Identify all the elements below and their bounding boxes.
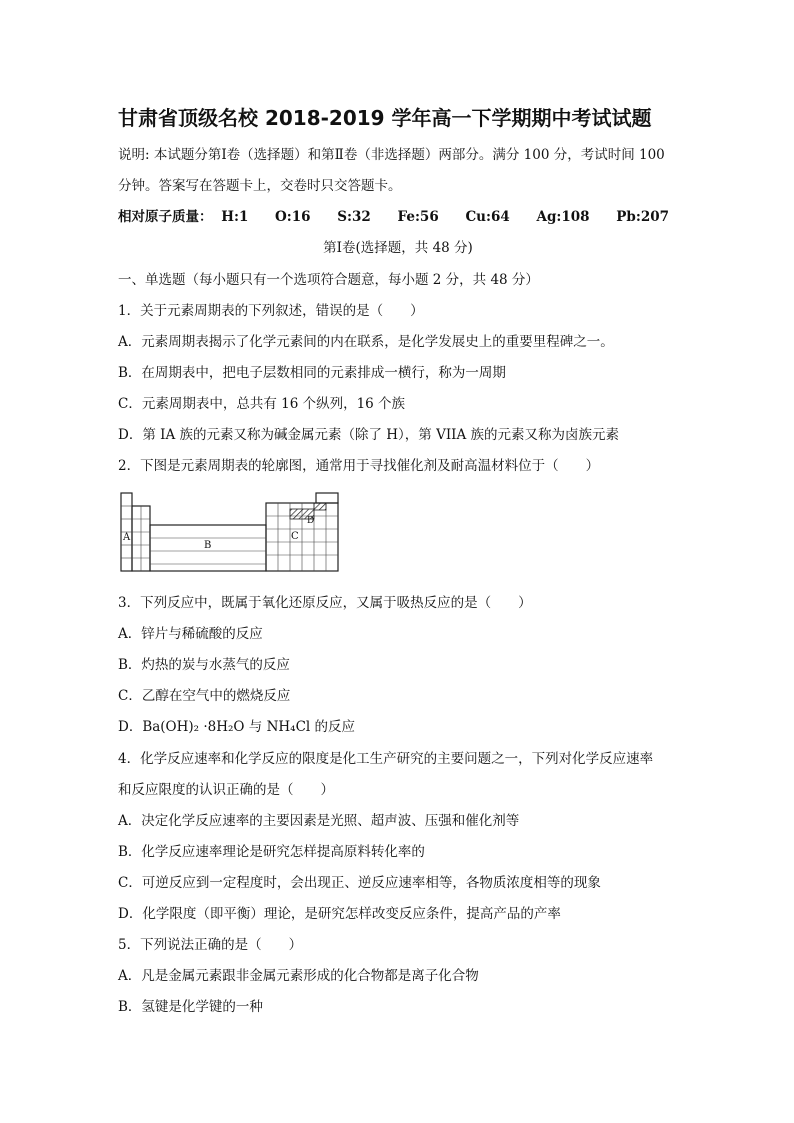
question-3-option-c: C．乙醇在空气中的燃烧反应 (118, 688, 291, 704)
question-2-stem: 2．下图是元素周期表的轮廓图，通常用于寻找催化剂及耐高温材料位于（ ） (118, 458, 600, 474)
question-1-option-d: D．第 IA 族的元素又称为碱金属元素（除了 H），第 VIIA 族的元素又称为卤族元素 (118, 427, 620, 443)
atomic-mass-line (118, 207, 669, 227)
question-5-option-a: A．凡是金属元素跟非金属元素形成的化合物都是离子化合物 (118, 968, 479, 984)
part-heading: 一、单选题（每小题只有一个选项符合题意，每小题 2 分，共 48 分） (118, 272, 539, 288)
question-4-option-a: A．决定化学反应速率的主要因素是光照、超声波、压强和催化剂等 (118, 813, 520, 829)
question-3-option-b: B．灼热的炭与水蒸气的反应 (118, 657, 290, 673)
figure-label-c: C (291, 531, 299, 542)
atomic-mass-h: H:1 (221, 209, 249, 225)
question-4-option-c: C．可逆反应到一定程度时，会出现正、逆反应速率相等，各物质浓度相等的现象 (118, 875, 601, 891)
atomic-mass-o: O:16 (275, 209, 311, 225)
atomic-mass-s: S:32 (337, 209, 371, 225)
question-3-option-d: D．Ba(OH)₂ ·8H₂O 与 NH₄Cl 的反应 (118, 719, 356, 735)
figure-label-a: A (123, 532, 131, 543)
question-1-stem: 1．关于元素周期表的下列叙述，错误的是（ ） (118, 303, 424, 319)
instructions-line-1: 说明: 本试题分第Ⅰ卷（选择题）和第Ⅱ卷（非选择题）两部分。满分 100 分，考试时间 100 (118, 147, 665, 163)
atomic-mass-label: 相对原子质量： (118, 209, 213, 225)
question-1-option-a: A．元素周期表揭示了化学元素间的内在联系，是化学发展史上的重要里程碑之一。 (118, 334, 614, 350)
exam-title: 甘肃省顶级名校 2018-2019 学年高一下学期期中考试试题 (118, 106, 652, 130)
question-5-stem: 5．下列说法正确的是（ ） (118, 937, 303, 953)
question-1-option-b: B．在周期表中，把电子层数相同的元素排成一横行，称为一周期 (118, 365, 506, 381)
question-4-stem-line-2: 和反应限度的认识正确的是（ ） (118, 782, 334, 798)
question-4-option-b: B．化学反应速率理论是研究怎样提高原料转化率的 (118, 844, 425, 860)
atomic-mass-pb: Pb:207 (616, 209, 670, 225)
atomic-mass-ag: Ag:108 (536, 209, 590, 225)
question-4-option-d: D．化学限度（即平衡）理论，是研究怎样改变反应条件，提高产品的产率 (118, 906, 561, 922)
question-3-option-a: A．锌片与稀硫酸的反应 (118, 626, 263, 642)
periodic-table-outline-figure (118, 490, 358, 574)
instructions-line-2: 分钟。答案写在答题卡上，交卷时只交答题卡。 (118, 178, 402, 194)
section-header: 第Ⅰ卷(选择题，共 48 分) (323, 240, 473, 256)
question-5-option-b: B．氢键是化学键的一种 (118, 999, 263, 1015)
question-1-option-c: C．元素周期表中，总共有 16 个纵列，16 个族 (118, 396, 406, 412)
atomic-mass-cu: Cu:64 (465, 209, 510, 225)
question-4-stem-line-1: 4．化学反应速率和化学反应的限度是化工生产研究的主要问题之一，下列对化学反应速率 (118, 751, 654, 767)
figure-label-d: D (307, 516, 315, 526)
figure-label-b: B (204, 540, 212, 551)
atomic-mass-fe: Fe:56 (397, 209, 439, 225)
question-3-stem: 3．下列反应中，既属于氧化还原反应，又属于吸热反应的是（ ） (118, 595, 532, 611)
